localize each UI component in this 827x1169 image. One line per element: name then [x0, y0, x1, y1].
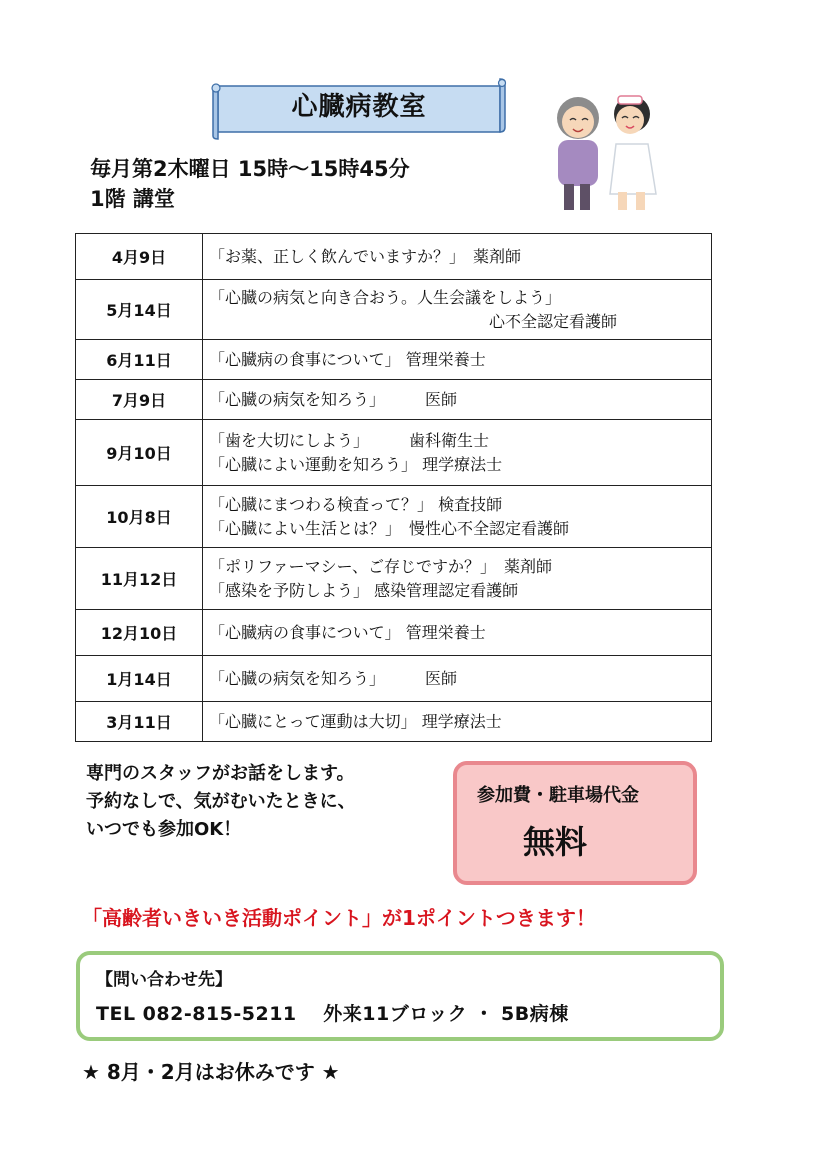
session-date: 5月14日 [76, 280, 203, 340]
contact-tel: TEL 082-815-5211 外来11ブロック ・ 5B病棟 [96, 1003, 569, 1025]
session-date: 3月11日 [76, 702, 203, 742]
staff-note-line: 予約なしで、気がむいたときに、 [86, 791, 356, 812]
session-topic: 「歯を大切にしよう」 歯科衛生士 「心臓によい運動を知ろう」 理学療法士 [203, 420, 712, 486]
session-topic: 「ポリファーマシー、ご存じですか？」 薬剤師 「感染を予防しよう」 感染管理認定看護師 [203, 548, 712, 610]
session-date: 11月12日 [76, 548, 203, 610]
session-table [75, 233, 712, 742]
schedule-info [90, 154, 410, 214]
schedule-where: 1階 講堂 [90, 187, 175, 211]
session-topic: 「心臓病の食事について」 管理栄養士 [203, 610, 712, 656]
session-topic: 「心臓の病気と向き合おう。人生会議をしよう」 心不全認定看護師 [203, 280, 712, 340]
table-row [76, 486, 712, 548]
session-topic: 「心臓病の食事について」 管理栄養士 [203, 340, 712, 380]
elderly-woman-body-icon [558, 140, 598, 186]
session-date: 12月10日 [76, 610, 203, 656]
session-topic: 「心臓の病気を知ろう」 医師 [203, 380, 712, 420]
fee-value: 無料 [523, 823, 588, 861]
table-row [76, 702, 712, 742]
session-topic: 「心臓にとって運動は大切」 理学療法士 [203, 702, 712, 742]
elderly-and-nurse-illustration [544, 88, 674, 216]
table-row [76, 548, 712, 610]
table-row [76, 280, 712, 340]
table-row [76, 420, 712, 486]
session-date: 10月8日 [76, 486, 203, 548]
session-date: 1月14日 [76, 656, 203, 702]
nurse-uniform-icon [610, 144, 656, 194]
fee-box [453, 761, 697, 885]
fee-label: 参加費・駐車場代金 [477, 785, 639, 806]
table-row [76, 656, 712, 702]
session-topic: 「心臓の病気を知ろう」 医師 [203, 656, 712, 702]
contact-label: 【問い合わせ先】 [96, 970, 232, 990]
session-date: 9月10日 [76, 420, 203, 486]
page-title: 心臓病教室 [291, 92, 427, 122]
session-date: 4月9日 [76, 234, 203, 280]
table-row [76, 234, 712, 280]
elderly-woman-face-icon [562, 106, 594, 138]
session-topic: 「心臓にまつわる検査って？」 検査技師 「心臓によい生活とは？」 慢性心不全認定看護師 [203, 486, 712, 548]
schedule-when: 毎月第2木曜日 15時～15時45分 [90, 157, 410, 181]
session-date: 7月9日 [76, 380, 203, 420]
closure-notice: ★ 8月・2月はお休みです ★ [82, 1060, 340, 1084]
activity-points-notice: 「高齢者いきいき活動ポイント」が1ポイントつきます！ [82, 906, 596, 930]
session-topic: 「お薬、正しく飲んでいますか？」 薬剤師 [203, 234, 712, 280]
table-row [76, 610, 712, 656]
staff-note-line: 専門のスタッフがお話をします。 [86, 763, 355, 784]
title-banner [210, 78, 508, 140]
table-row [76, 380, 712, 420]
table-row [76, 340, 712, 380]
staff-note [86, 760, 356, 844]
session-date: 6月11日 [76, 340, 203, 380]
nurse-face-icon [616, 106, 644, 134]
contact-box [76, 951, 724, 1041]
staff-note-line: いつでも参加OK！ [86, 819, 242, 840]
